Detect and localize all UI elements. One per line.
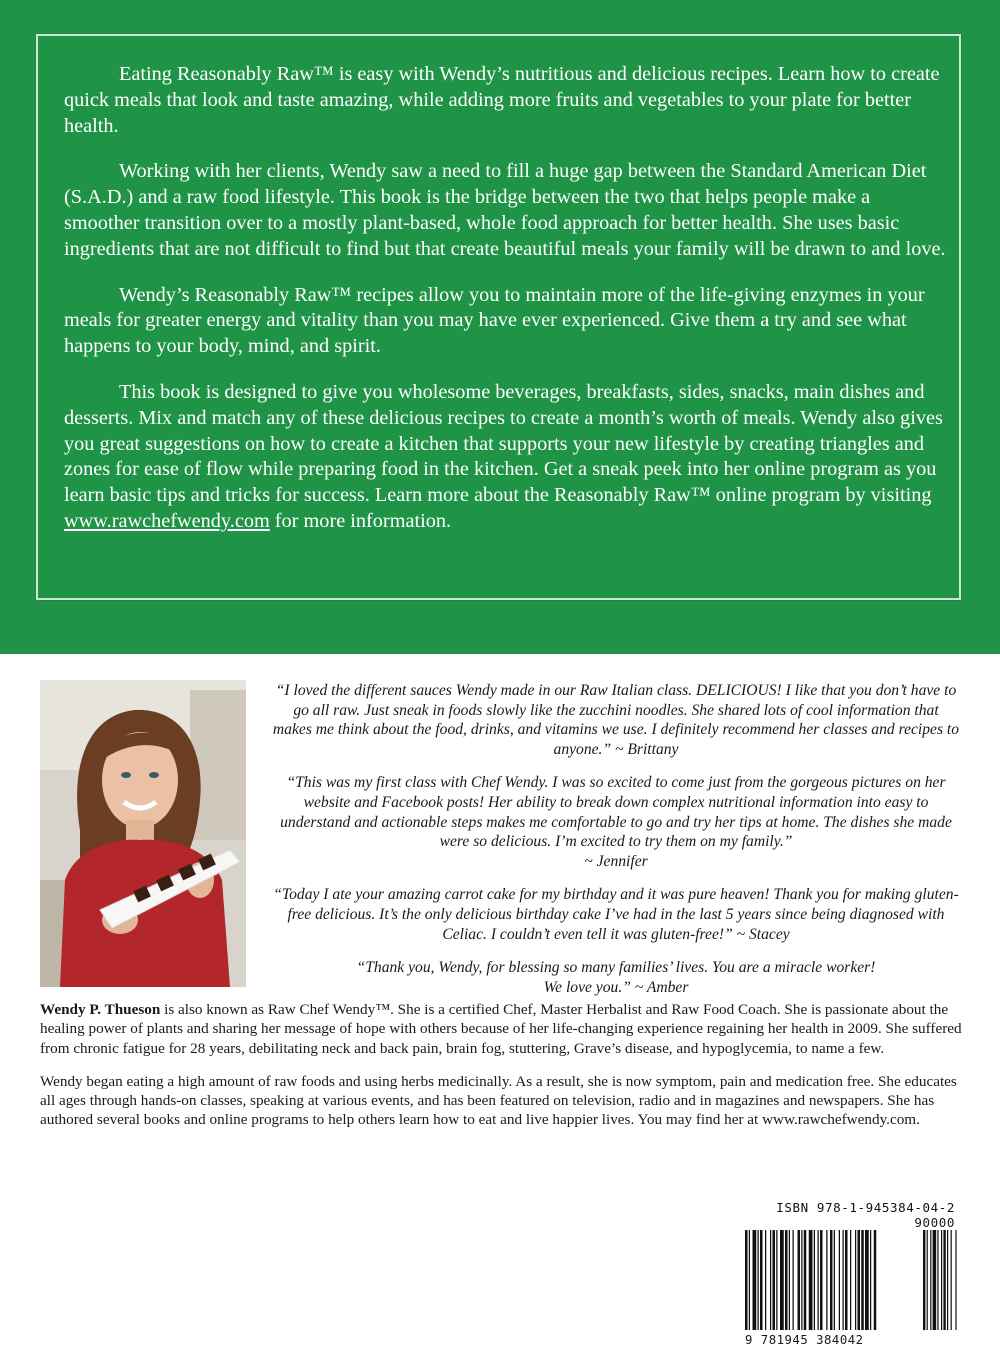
book-description <box>64 62 949 555</box>
author-bio <box>40 1000 965 1144</box>
testimonial-amber-line-2: We love you.” ~ Amber <box>543 978 689 996</box>
description-paragraph-2: Working with her clients, Wendy saw a need to fill a huge gap between the Standard American Diet (S.A.D.) and a raw food lifestyle. This book is the bridge between the two that helps people make a smoother transition over to a mostly plant-based, whole food approach for better health. She uses basic ingredients that are not difficult to find but that create beautiful meals your family will be drawn to and love. <box>64 160 946 260</box>
testimonial-jennifer <box>272 773 960 871</box>
testimonials <box>272 681 960 1011</box>
isbn-number: ISBN 978-1-945384-04-2 <box>776 1200 955 1215</box>
price-code: 90000 <box>914 1215 955 1230</box>
description-paragraph-4-text: This book is designed to give you wholesome beverages, breakfasts, sides, snacks, main dishes and desserts. Mix and match any of these delicious recipes to create a month’s worth of meals. Wendy also gives you great suggestions on how to create a kitchen that supports your new lifestyle by creating triangles and zones for ease of flow while preparing food in the kitchen. Get a sneak peek into her online program as you learn basic tips and tricks for success. Learn more about the Reasonably Raw™ online program by visiting <box>64 380 943 507</box>
author-photo <box>40 680 246 987</box>
author-name: Wendy P. Thueson <box>40 1001 161 1018</box>
testimonial-amber <box>272 958 960 997</box>
author-photo-illustration <box>40 680 246 987</box>
testimonial-jennifer-author: ~ Jennifer <box>584 852 648 870</box>
description-paragraph-1: Eating Reasonably Raw™ is easy with Wendy’s nutritious and delicious recipes. Learn how to create quick meals that look and taste amazing, while adding more fruits and vegetables to your plate for better health. <box>64 63 940 137</box>
description-paragraph-4-end: for more information. <box>269 509 452 532</box>
testimonial-brittany: “I loved the different sauces Wendy made in our Raw Italian class. DELICIOUS! I like that you don’t have to go all raw. Just sneak in foods slowly like the zucchini noodles. She shared lots of cool information that makes me think about the food, drinks, and vitamins we use. I definitely recommend her classes and recipes to anyone.” ~ Brittany <box>272 682 960 758</box>
bio-paragraph-2: Wendy began eating a high amount of raw foods and using herbs medicinally. As a result, she is now symptom, pain and medication free. She educates all ages through hands-on classes, speaking at various events, and has been featured on television, radio and in magazines and newspapers. She has authored several books and online programs to help others learn how to eat and live happier lives. You may find her at www.rawchefwendy.com. <box>40 1072 957 1129</box>
bio-paragraph-1 <box>40 1000 965 1058</box>
description-paragraph-4 <box>64 380 949 535</box>
isbn-barcode <box>745 1200 960 1355</box>
description-paragraph-3: Wendy’s Reasonably Raw™ recipes allow you to maintain more of the life-giving enzymes in your meals for greater energy and vitality than you may have ever experienced. Give them a try and see what happens to your body, mind, and spirit. <box>64 283 925 358</box>
testimonial-jennifer-text: “This was my first class with Chef Wendy. I was so excited to come just from the gorgeous pictures on her website and Facebook posts! Her ability to break down complex nutritional information into easy to understand and actionable steps makes me comfortable to go and try her tips at home. The dishes she made were so delicious. I’m excited to try them on my family.” <box>280 774 952 851</box>
bio-paragraph-1-text: is also known as Raw Chef Wendy™. She is a certified Chef, Master Herbalist and Raw Food Coach. She is passionate about the healing power of plants and sharing her message of hope with others because of her life-changing experience regaining her health in 2009. She suffered from chronic fatigue for 28 years, debilitating neck and back pain, brain fog, stuttering, Grave’s disease, and hypoglycemia, to name a few. <box>40 1001 962 1057</box>
testimonial-amber-line-1: “Thank you, Wendy, for blessing so many families’ lives. You are a miracle worker! <box>356 959 876 977</box>
barcode-bars <box>745 1230 960 1332</box>
barcode-digits: 9 781945 384042 <box>745 1333 864 1347</box>
testimonial-stacey: “Today I ate your amazing carrot cake for my birthday and it was pure heaven! Thank you for making gluten-free delicious. It’s the only delicious birthday cake I’ve had in the last 5 years since being diagnosed with Celiac. I couldn’t even tell it was gluten-free!” ~ Stacey <box>273 886 959 943</box>
website-link[interactable]: www.rawchefwendy.com <box>64 509 270 532</box>
